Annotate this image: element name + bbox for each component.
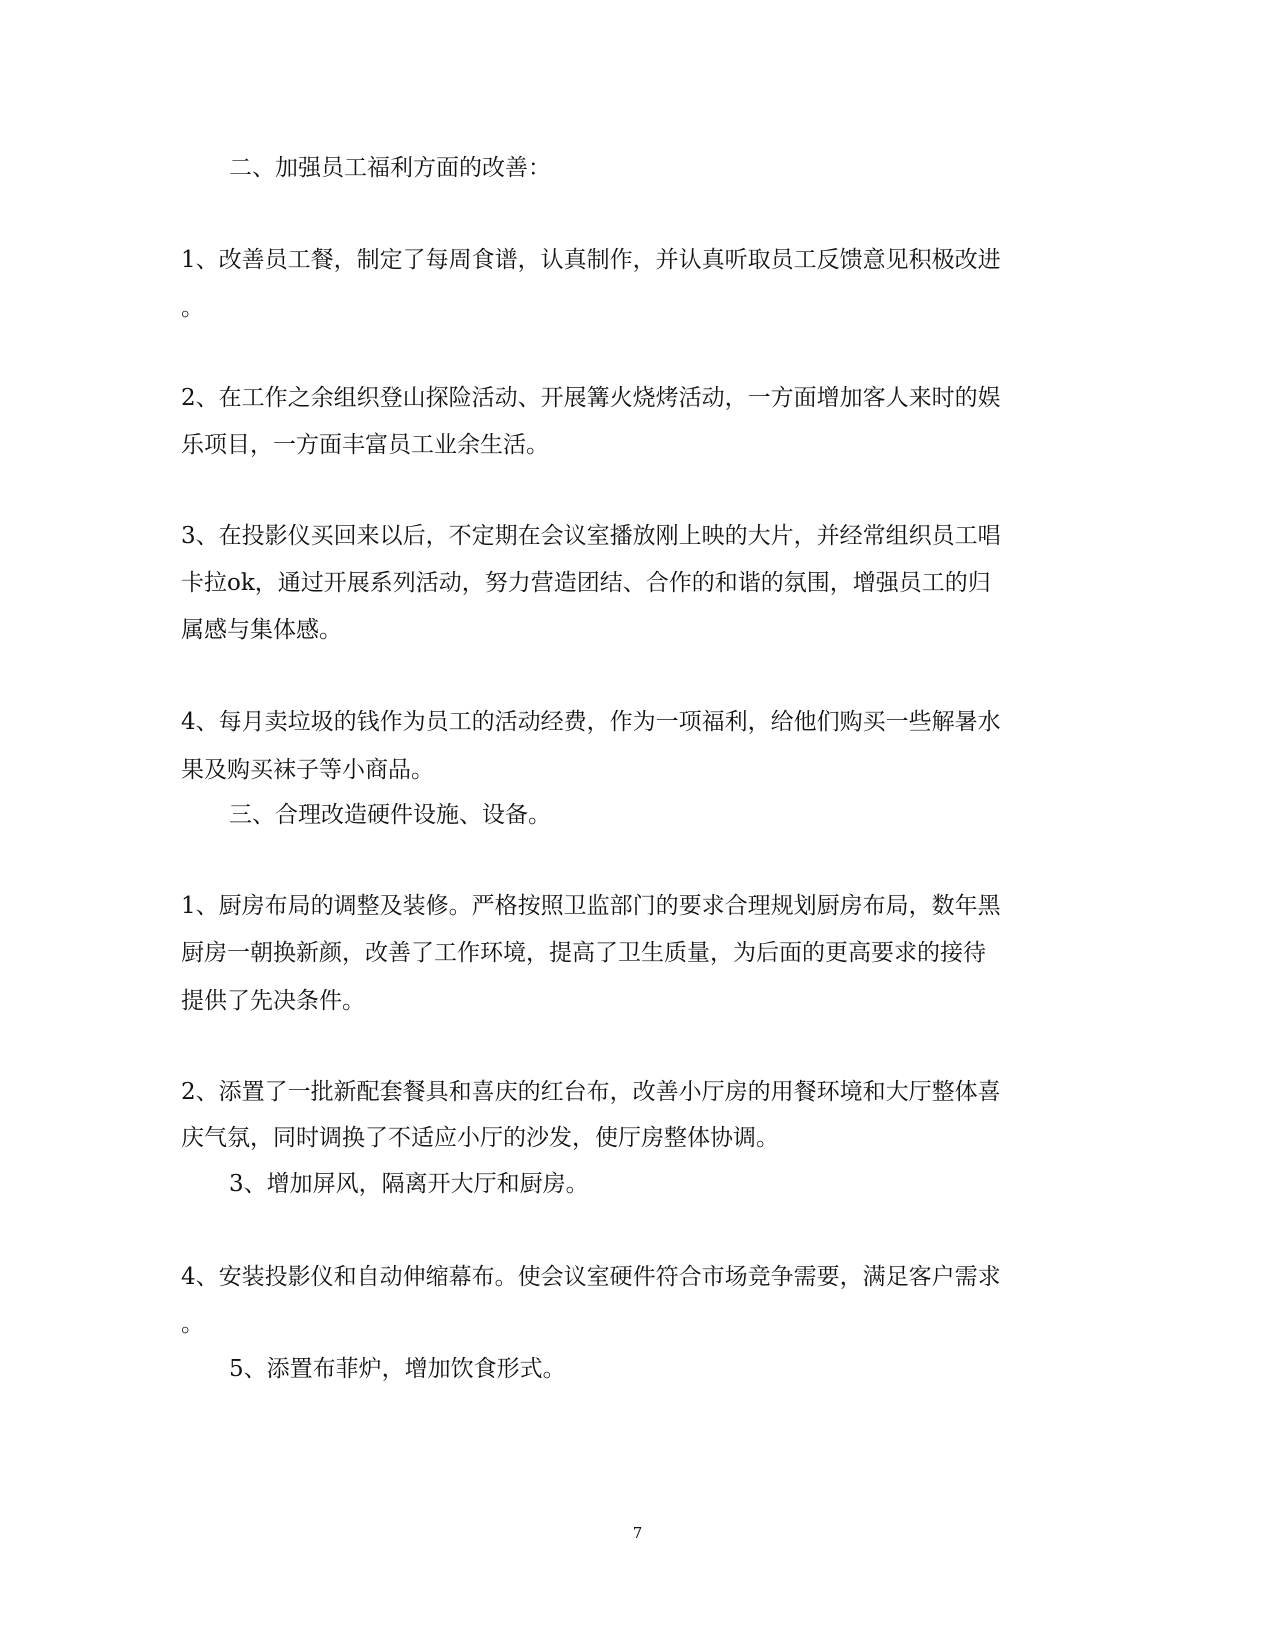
section-heading-welfare: 二、加强员工福利方面的改善： — [229, 155, 551, 181]
paragraph-line: 乐项目，一方面丰富员工业余生活。 — [181, 432, 549, 458]
paragraph-line: 3、在投影仪买回来以后，不定期在会议室播放刚上映的大片，并经常组织员工唱 — [181, 523, 1001, 549]
paragraph-line: 4、每月卖垃圾的钱作为员工的活动经费，作为一项福利，给他们购买一些解暑水 — [181, 709, 1001, 735]
paragraph-line: 果及购买袜子等小商品。 — [181, 757, 434, 783]
paragraph-line: 4、安装投影仪和自动伸缩幕布。使会议室硬件符合市场竞争需要，满足客户需求 — [181, 1264, 1001, 1290]
paragraph-line: 。 — [181, 295, 204, 321]
paragraph-line: 卡拉ok，通过开展系列活动，努力营造团结、合作的和谐的氛围，增强员工的归 — [181, 570, 991, 596]
paragraph-line: 5、添置布菲炉，增加饮食形式。 — [229, 1356, 566, 1382]
paragraph-line: 2、添置了一批新配套餐具和喜庆的红台布，改善小厅房的用餐环境和大厅整体喜 — [181, 1079, 1001, 1105]
paragraph-line: 属感与集体感。 — [181, 617, 342, 643]
page-number: 7 — [632, 1524, 643, 1542]
paragraph-line: 厨房一朝换新颜，改善了工作环境，提高了卫生质量，为后面的更高要求的接待 — [181, 940, 986, 966]
paragraph-line: 。 — [181, 1311, 204, 1337]
paragraph-line: 提供了先决条件。 — [181, 988, 365, 1014]
paragraph-line: 2、在工作之余组织登山探险活动、开展篝火烧烤活动，一方面增加客人来时的娱 — [181, 385, 1001, 411]
paragraph-line: 1、厨房布局的调整及装修。严格按照卫监部门的要求合理规划厨房布局，数年黑 — [181, 893, 1001, 919]
paragraph-line: 1、改善员工餐，制定了每周食谱，认真制作，并认真听取员工反馈意见积极改进 — [181, 247, 1001, 273]
section-heading-facilities: 三、合理改造硬件设施、设备。 — [229, 802, 551, 828]
paragraph-line: 3、增加屏风，隔离开大厅和厨房。 — [229, 1171, 589, 1197]
paragraph-line: 庆气氛，同时调换了不适应小厅的沙发，使厅房整体协调。 — [181, 1125, 779, 1151]
